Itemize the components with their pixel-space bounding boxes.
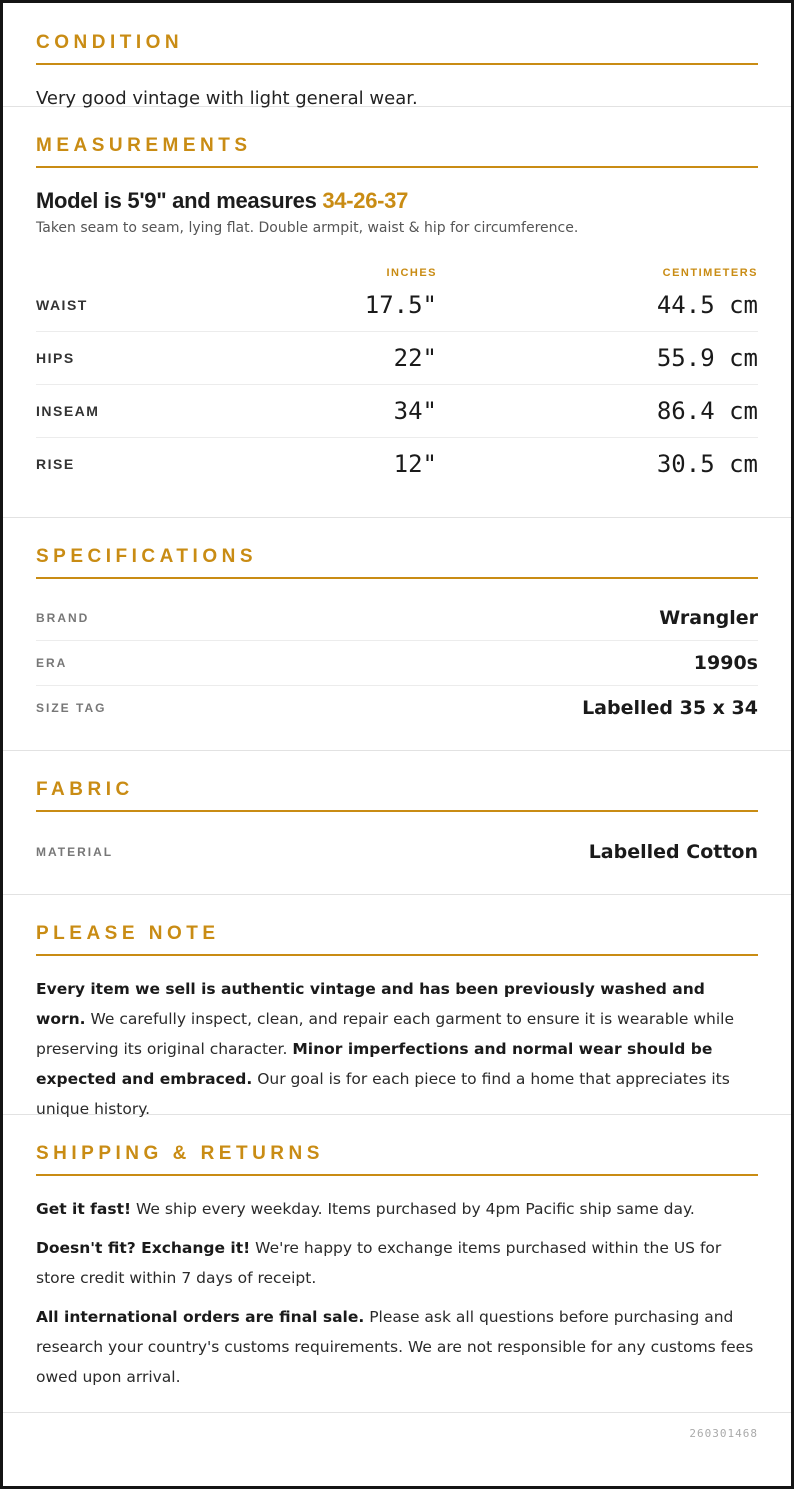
model-prefix: Model is 5'9" and measures: [36, 188, 317, 213]
note-heading: PLEASE NOTE: [36, 923, 758, 956]
note-text: [36, 974, 758, 1124]
spec-label: BRAND: [36, 611, 90, 625]
shipping-bold: All international orders are final sale.: [36, 1308, 365, 1326]
table-row: [36, 438, 758, 490]
shipping-section: [3, 1115, 791, 1413]
shipping-heading: SHIPPING & RETURNS: [36, 1143, 758, 1176]
product-id: 260301468: [689, 1427, 758, 1440]
shipping-para-3: [36, 1302, 758, 1392]
table-row: [36, 385, 758, 438]
shipping-text: We ship every weekday. Items purchased by 4pm Pacific ship same day.: [131, 1200, 695, 1218]
fabric-list: [36, 830, 758, 874]
measure-inches: 12": [393, 450, 437, 478]
measurements-table: [36, 257, 758, 490]
shipping-para-1: [36, 1194, 758, 1224]
model-measure: 34-26-37: [322, 188, 409, 213]
footer: [3, 1413, 791, 1459]
col-inches-header: INCHES: [386, 267, 437, 279]
shipping-bold: Get it fast!: [36, 1200, 132, 1218]
shipping-para-2: [36, 1233, 758, 1293]
model-measurements: [36, 188, 758, 214]
shipping-text: We're happy to exchange items purchased within the US for store credit within 7 days of receipt.: [36, 1239, 722, 1287]
measure-cm: 86.4 cm: [656, 397, 758, 425]
measure-label: HIPS: [36, 350, 75, 366]
measure-label: RISE: [36, 456, 75, 472]
spec-label: ERA: [36, 656, 68, 670]
measure-label: INSEAM: [36, 403, 100, 419]
measure-inches: 34": [393, 397, 437, 425]
measurements-header-row: [36, 257, 758, 279]
fabric-section: [3, 751, 791, 895]
specifications-list: [36, 596, 758, 730]
specifications-section: [3, 518, 791, 751]
table-row: [36, 279, 758, 332]
condition-section: [3, 3, 791, 107]
list-item: [36, 830, 758, 874]
shipping-text: Please ask all questions before purchasing and research your country's customs requirements. We are not responsible for any customs fees owed upon arrival.: [36, 1308, 754, 1386]
spec-value: 1990s: [693, 652, 758, 674]
measurements-section: [3, 107, 791, 518]
note-bold-2: Minor imperfections and normal wear should be expected and embraced.: [36, 1040, 713, 1088]
fabric-value: Labelled Cotton: [588, 841, 758, 863]
fabric-label: MATERIAL: [36, 845, 114, 859]
measure-label: WAIST: [36, 297, 88, 313]
spec-value: Labelled 35 x 34: [582, 697, 758, 719]
condition-heading: CONDITION: [36, 32, 758, 65]
note-text-1: We carefully inspect, clean, and repair each garment to ensure it is wearable while preserving its original character.: [36, 1010, 735, 1058]
spec-value: Wrangler: [659, 607, 758, 629]
note-bold-1: Every item we sell is authentic vintage and has been previously washed and worn.: [36, 980, 705, 1028]
measurements-subtext: Taken seam to seam, lying flat. Double armpit, waist & hip for circumference.: [36, 220, 579, 236]
specifications-heading: SPECIFICATIONS: [36, 546, 758, 579]
condition-text: Very good vintage with light general wear.: [36, 88, 418, 109]
spec-label: SIZE TAG: [36, 701, 107, 715]
note-section: [3, 895, 791, 1118]
measurements-heading: MEASUREMENTS: [36, 135, 758, 168]
list-item: [36, 686, 758, 730]
list-item: [36, 641, 758, 686]
measure-cm: 55.9 cm: [656, 344, 758, 372]
fabric-heading: FABRIC: [36, 779, 758, 812]
measure-inches: 22": [393, 344, 437, 372]
measure-inches: 17.5": [364, 291, 437, 319]
measure-cm: 44.5 cm: [656, 291, 758, 319]
col-cm-header: CENTIMETERS: [662, 267, 758, 279]
table-row: [36, 332, 758, 385]
list-item: [36, 596, 758, 641]
shipping-bold: Doesn't fit? Exchange it!: [36, 1239, 251, 1257]
measure-cm: 30.5 cm: [656, 450, 758, 478]
note-text-2: Our goal is for each piece to find a home that appreciates its unique history.: [36, 1070, 730, 1118]
